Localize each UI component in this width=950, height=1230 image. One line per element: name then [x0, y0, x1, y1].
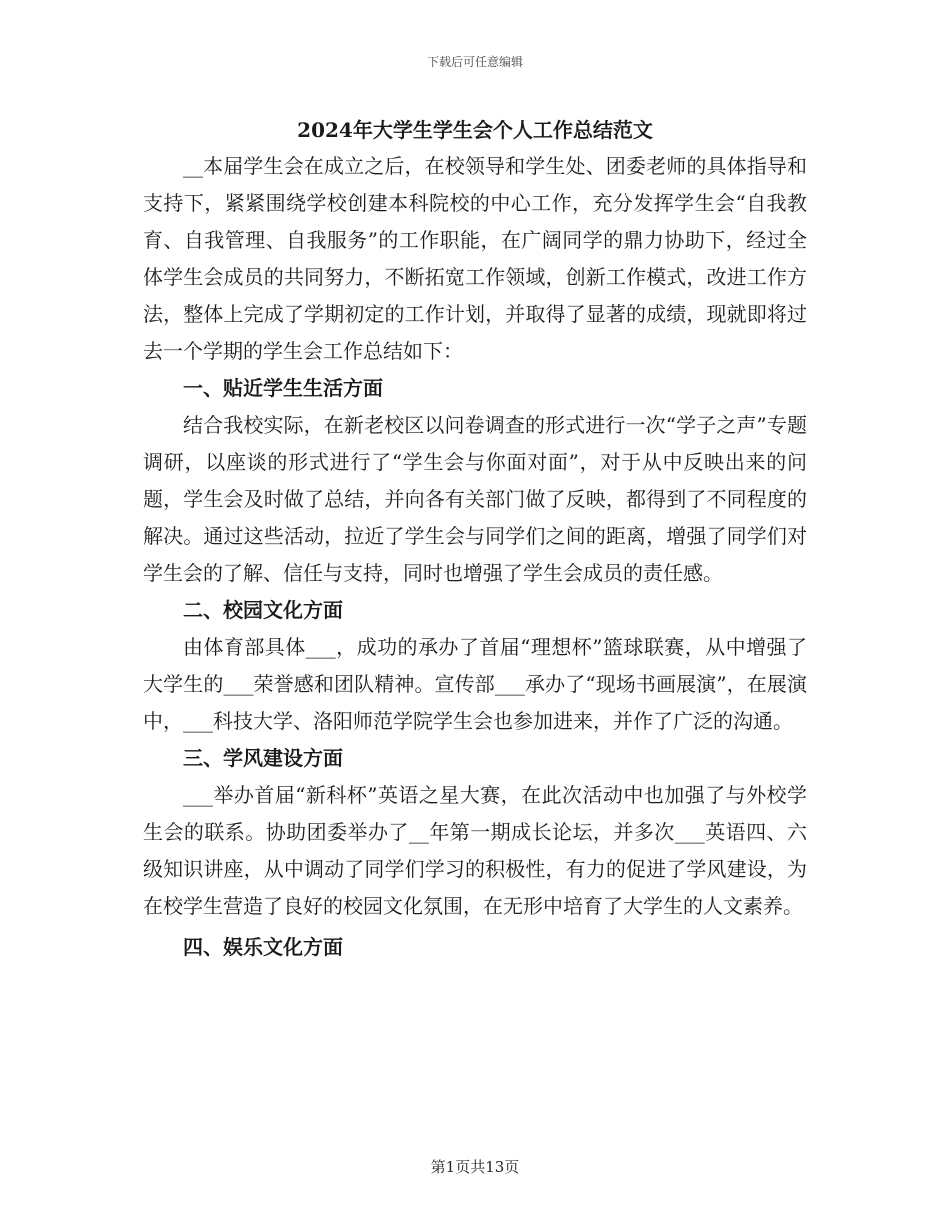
page-footer: 第1页共13页 — [430, 1158, 520, 1176]
document-title: 2024年大学生学生会个人工作总结范文 — [297, 118, 653, 142]
section-body-1: 结合我校实际，在新老校区以问卷调查的形式进行一次“学子之声”专题调研，以座谈的形式进行了“学生会与你面对面”，对于从中反映出来的问题，学生会及时做了总结，并向各有关部门做了反映，都得到了不同程度的解决。通过这些活动，拉近了学生会与同学们之间的距离，增强了同学们对学生会的了解、信任与支持，同时也增强了学生会成员的责任感。 — [143, 413, 807, 585]
section-heading-4: 四、娱乐文化方面 — [183, 935, 343, 959]
section-body-3: ___举办首届“新科杯”英语之星大赛，在此次活动中也加强了与外校学生会的联系。协助团委举办了__年第一期成长论坛，并多次___英语四、六级知识讲座，从中调动了同学们学习的积极性，有力的促进了学风建设，为在校学生营造了良好的校园文化氛围，在无形中培育了大学生的人文素养。 — [143, 783, 807, 918]
document-body — [143, 148, 807, 966]
header-note: 下载后可任意编辑 — [426, 55, 523, 69]
section-heading-2: 二、校园文化方面 — [183, 598, 343, 622]
section-heading-1: 一、贴近学生生活方面 — [183, 376, 383, 400]
intro-paragraph: __本届学生会在成立之后，在校领导和学生处、团委老师的具体指导和支持下，紧紧围绕学校创建本科院校的中心工作，充分发挥学生会“自我教育、自我管理、自我服务”的工作职能，在广阔同学的鼎力协助下，经过全体学生会成员的共同努力，不断拓宽工作领域，创新工作模式，改进工作方法，整体上完成了学期初定的工作计划，并取得了显著的成绩，现就即将过去一个学期的学生会工作总结如下： — [143, 154, 807, 363]
section-body-2: 由体育部具体___，成功的承办了首届“理想杯”篮球联赛，从中增强了大学生的___荣誉感和团队精神。宣传部___承办了“现场书画展演”，在展演中，___科技大学、洛阳师范学院学生会也参加进来，并作了广泛的沟通。 — [143, 635, 807, 733]
section-heading-3: 三、学风建设方面 — [183, 746, 343, 770]
